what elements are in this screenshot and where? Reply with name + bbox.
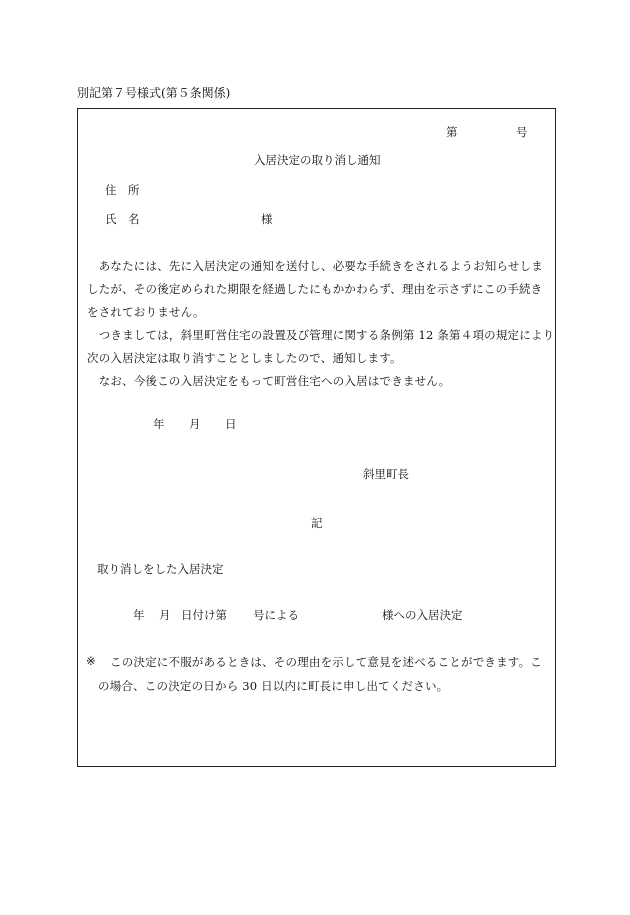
body-line: したが、その後定められた期限を経過したにもかかわらず、理由を示さずにこの手続き: [87, 282, 543, 296]
note-line: の場合、この決定の日から 30 日以内に町長に申し出てください。: [98, 679, 449, 693]
decision-year: 年: [133, 608, 145, 622]
name-label: 氏 名: [105, 212, 140, 226]
document-title: 入居決定の取り消し通知: [254, 153, 381, 167]
honorific-sama: 様: [261, 212, 273, 226]
body-line: あなたには、先に入居決定の通知を送付し、必要な手続きをされるようお知らせしま: [87, 259, 543, 273]
address-label: 住 所: [105, 183, 140, 197]
date-year: 年: [153, 417, 165, 431]
cancelled-decision-heading: 取り消しをした入居決定: [97, 562, 224, 576]
issuer: 斜里町長: [363, 467, 409, 481]
form-label: 別記第７号様式(第５条関係): [77, 86, 231, 100]
note-mark: ※: [86, 654, 96, 668]
ki-heading: 記: [311, 516, 323, 530]
note-line: この決定に不服があるときは、その理由を示して意見を述べることができます。こ: [110, 655, 542, 669]
body-line: なお、今後この入居決定をもって町営住宅への入居はできません。: [87, 374, 451, 388]
date-day: 日: [225, 417, 237, 431]
doc-number-prefix: 第: [446, 125, 458, 139]
decision-month: 月: [159, 608, 171, 622]
body-line: をされておりません。: [87, 305, 205, 319]
decision-dated: 日付け第: [181, 608, 227, 622]
decision-recipient: 様への入居決定: [382, 608, 463, 622]
decision-number: 号による: [253, 608, 299, 622]
body-line: 次の入居決定は取り消すこととしましたので、通知します。: [87, 351, 402, 365]
date-month: 月: [189, 417, 201, 431]
body-line: つきましては，斜里町営住宅の設置及び管理に関する条例第 12 条第４項の規定により: [87, 328, 555, 342]
doc-number-suffix: 号: [516, 125, 528, 139]
